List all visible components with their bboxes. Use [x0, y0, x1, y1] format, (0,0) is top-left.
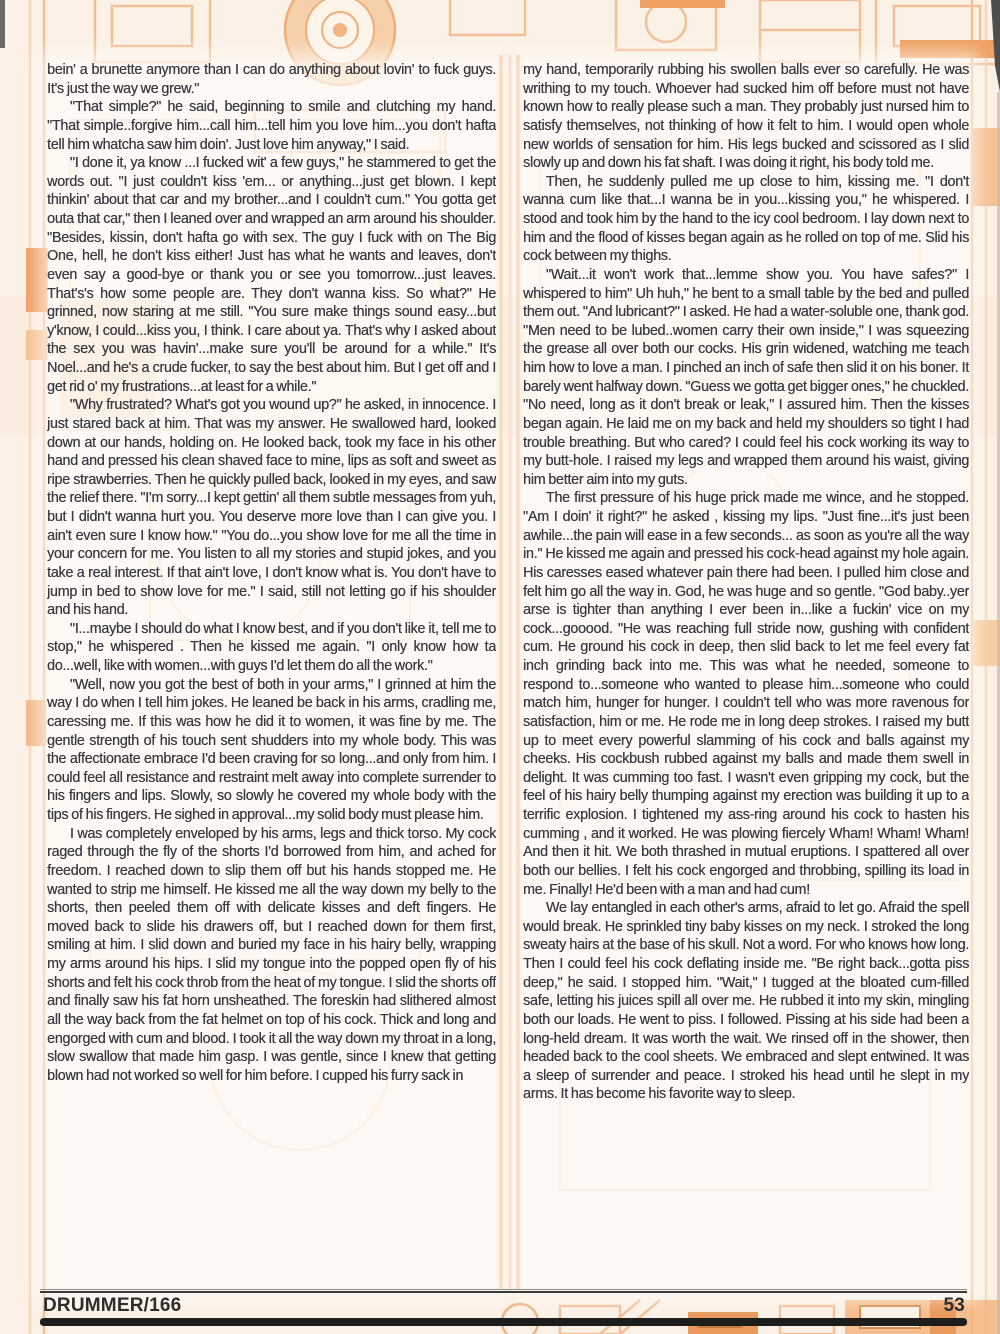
- paragraph: my hand, temporarily rubbing his swollen balls ever so carefully. He was writhing to my touch. Whoever had sucked him off before must not have known how to really please such a man. They probably just nursed him to satisfy themselves, not thinking of how it felt to him. I would open whole new worlds of sensation for him. His legs bucked and scissored as I slid slowly up and down his fat shaft. I was doing it right, his body told me.: [523, 62, 969, 172]
- paragraph: "Wait...it won't work that...lemme show you. You have safes?" I whispered to him" Uh huh," he bent to a small table by the bed and pulled them out. "And lubricant?" I asked. He had a water-soluble one, thank god. "Men need to be lubed..women carry their own inside," I was squeezing the grease all over both our cocks. His grin widened, watching me teach him how to love a man. I pinched an inch of safe then slid it on his boner. It barely went halfway down. "Guess we gotta get bigger ones," he chuckled. "No need, long as it don't break or leak," I assured him. Then the kisses began again. He laid me on my back and held my shoulders so tight I had trouble breathing. But who cared? I could feel his cock working its way to my butt-hole. I raised my legs and wrapped them around his waist, giving him better aim into my guts.: [523, 266, 969, 488]
- paragraph: We lay entangled in each other's arms, afraid to let go. Afraid the spell would break. He sprinkled tiny baby kisses on my neck. I stroked the long sweaty hairs at the base of his skull. Not a word. For who knows how long. Then I could feel his cock deflating inside me. "Be right back...gotta piss deep," he said. I stopped him. "Wait," I tugged at the bloated cum-filled safe, letting his juices spill all over me. He rubbed it into my skin, mingling both our loads. He went to piss. I followed. Pissing at his side had been a long-held dream. It was worth the wait. We rinsed off in the shower, then headed back to the cool sheets. We embraced and slept entwined. It was a sleep of surrender and peace. I stroked his head until he slept in my arms. It has become his favorite way to sleep.: [523, 900, 969, 1103]
- paragraph: bein' a brunette anymore than I can do anything about lovin' to fuck guys. It's just the way we grew.": [47, 62, 496, 97]
- footer-rule-thin: [40, 1289, 967, 1290]
- page-footer: [40, 1289, 967, 1326]
- article-text-column-left: [47, 61, 496, 1291]
- page-number: 53: [943, 1295, 965, 1316]
- paragraph: The first pressure of his huge prick made me wince, and he stopped. "Am I doin' it right?" he asked , kissing my lips. "Just fine...it's just been awhile...the pain will ease in a few seconds... as soon as you're all the way in." He kissed me again and pressed his cock-head against my hole again. His caresses eased whatever pain there had been. I pulled him close and felt him go all the way in. God, he was huge and so gentle. "God baby..yer arse is tighter than anything I ever been in...like a fuckin' vice on my cock...gooood. "He was reaching full stride now, gushing with confident cum. He ground his cock in deep, then slid back to let me feel every fat inch grinding back into me. This was what he needed, someone to respond to...someone who wanted to please him...someone who could match him, hunger for hunger. I couldn't tell who was more ravenous for satisfaction, him or me. He rode me in long deep strokes. I raised my butt up to meet every powerful slamming of his cock and balls against my cheeks. His cockbush rubbed against my balls and made them swell in delight. It was cumming too fast. I wasn't even gripping my cock, but the feel of his hairy belly thumping against my erection was building it up to a terrific explosion. I tightened my ass-ring around his cock to hasten his cumming , and it worked. He was plowing fiercely Wham! Wham! Wham! And then it hit. We both thrashed in mutual eruptions. I spattered all over both our bellies. I felt his cock engorged and throbbing, spilling its load in me. Finally! He'd been with a man and had cum!: [523, 490, 969, 898]
- magazine-issue-label: DRUMMER/166: [43, 1295, 182, 1316]
- footer-bar: [40, 1318, 967, 1326]
- paragraph: "That simple?" he said, beginning to smile and clutching my hand. "That simple..forgive him...call him...tell him you love him...you don't hafta tell him whatcha saw him doin'. Just love him anyway," I said.: [47, 99, 496, 153]
- paragraph: Then, he suddenly pulled me up close to him, kissing me. "I don't wanna cum like that...I wanna be in you...kissing you," he whispered. I stood and took him by the hand to the icy cool bedroom. I lay down next to him and the flood of kisses began again as he rolled on top of me. Slid his cock between my thighs.: [523, 173, 969, 265]
- paragraph: "I...maybe I should do what I know best, and if you don't like it, tell me to stop," he whispered . Then he kissed me again. "I only know how ta do...well, like with women...with guys I'd let them do all the work.": [47, 620, 496, 674]
- paragraph: I was completely enveloped by his arms, legs and thick torso. My cock raged through the fly of the shorts I'd borrowed from him, and ached for freedom. I reached down to slip them off but his hands stopped me. He wanted to strip me himself. He kissed me all the way down my belly to the shorts, then peeled them off with delicate kisses and deft fingers. He moved back to slide his drawers off, but I reached down for them first, smiling at him. I slid down and buried my face in his hairy belly, wrapping my arms around his hips. I slid my tongue into the popped open fly of his shorts and felt his cock throb from the heat of my tongue. I slid the shorts off and finally saw his fat horn unsheathed. The foreskin had slithered almost all the way back from the fat helmet on top of his cock. Thick and long and engorged with cum and blood. I took it all the way down my throat in a long, slow swallow that made him gasp. I was gentle, since I knew that getting blown had not worked so well for him before. I cupped his furry sack in: [47, 825, 496, 1084]
- paragraph: "Well, now you got the best of both in your arms," I grinned at him the way I do when I tell him jokes. He leaned be back in his arms, cradling me, caressing me. If this was how he did it to women, it was fine by me. The gentle strength of his touch sent shudders into my whole body. This was the affectionate embrace I'd been craving for so long...and only from him. I could feel all resistance and restraint melt away into complete surrender to his fingers and lips. Slowly, so slowly he covered my whole body with the tips of his fingers. He sighed in approval...my solid body must please him.: [47, 676, 496, 823]
- paragraph: "Why frustrated? What's got you wound up?" he asked, in innocence. I just stared back at him. That was my answer. He swallowed hard, looked down at our hands, holding on. He looked back, took my face in his other hand and pressed his clean shaved face to mine, lips as soft and sweet as ripe strawberries. Then he quickly pulled back, looked in my eyes, and saw the relief there. "I'm sorry...I kept gettin' all them subtle messages from yuh, but I didn't wanna hurt you. You deserve more love than I can give you. I ain't even sure I know how." "You do...you show love for me all the time in your concern for me. You listen to all my stories and stupid jokes, and you take a real interest. If that ain't love, I don't know what is. You don't have to jump in bed to show love for me." I said, still not letting go if his shoulder and his hand.: [47, 397, 496, 619]
- article-text-column-right: [523, 61, 969, 1291]
- paragraph: "I done it, ya know ...I fucked wit' a few guys," he stammered to get the words out. "I just couldn't kiss 'em... or anything...just get blown. I kept thinkin' about that car and my brother...and I couldn't cum." You gotta get outa that car," then I leaned over and wrapped an arm around his shoulder. "Besides, kissin, don't hafta go with sex. The guy I fuck with on The Big One, hell, he don't kiss either! Just has what he wants and leaves, don't even say a good-bye or thank you or see you tomorrow...just leaves. That's's how some people are. They don't wanna kiss. So what?" He grinned, now staring at me still. "You sure make things sound easy...but y'know, I could...kiss you, I think. I care about ya. That's why I asked about the sex you was havin'...make sure you'll be around for a while." It's Noel...and he's a crude fucker, to say the best about him. But I get off and I get rid o' my frustrations...at least for a while.": [47, 155, 496, 395]
